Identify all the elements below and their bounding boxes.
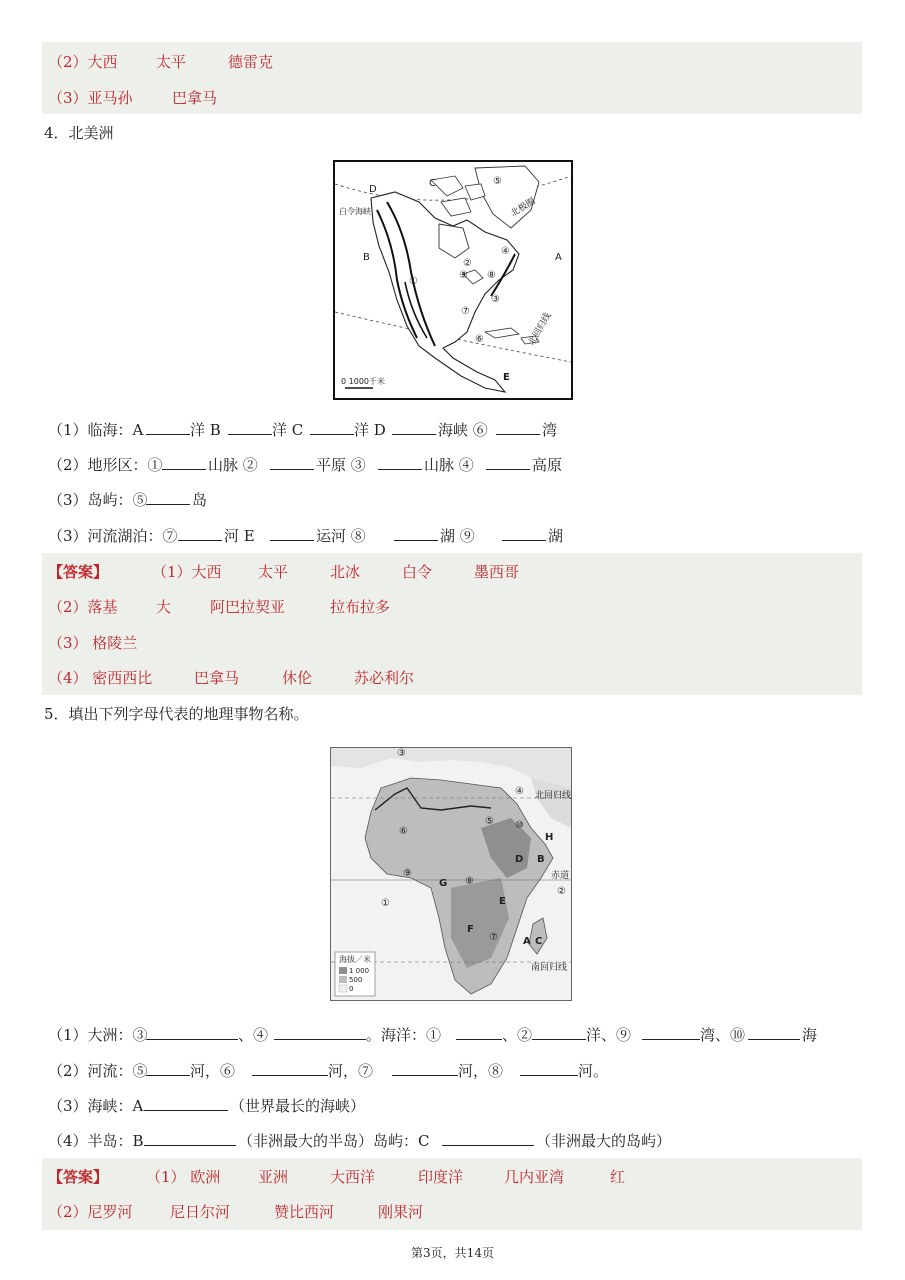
map-label-6: ⑥	[475, 334, 484, 345]
answer-blank[interactable]	[162, 455, 206, 470]
legend-item: 500	[349, 976, 363, 984]
map-tropic-south: 南回归线	[531, 963, 568, 973]
question-text: 运河 ⑧	[316, 527, 366, 545]
answer-text: 拉布拉多	[330, 598, 391, 616]
map-label-2: ②	[557, 886, 566, 897]
answer-text: （1） 欧洲	[146, 1168, 221, 1186]
map-label-1: ①	[409, 276, 418, 287]
answer-text: （3）亚马孙	[48, 89, 133, 107]
answer-blank[interactable]	[520, 1061, 578, 1076]
question-text: 湖	[548, 527, 564, 545]
answer-text: 大西洋	[330, 1168, 376, 1186]
map-label-b: B	[363, 252, 370, 263]
answer-blank[interactable]	[496, 420, 540, 435]
answer-text: 亚洲	[258, 1168, 289, 1186]
answer-text: 红	[610, 1168, 626, 1186]
answer-blank[interactable]	[270, 455, 314, 470]
question-text: 。海洋：①	[366, 1026, 442, 1044]
answer-text: 阿巴拉契亚	[210, 598, 286, 616]
answer-blank[interactable]	[642, 1025, 700, 1040]
map-label-4: ④	[515, 786, 524, 797]
answer-blank[interactable]	[274, 1025, 366, 1040]
map-label-c: C	[429, 178, 436, 189]
answer-text: （2）尼罗河	[48, 1203, 133, 1221]
question-text: 平原 ③	[316, 456, 366, 474]
map-label-8: ⑧	[487, 270, 496, 281]
map-label-5: ⑤	[485, 816, 494, 827]
question-text: 河，⑥	[190, 1062, 236, 1080]
answer-blank[interactable]	[144, 1131, 236, 1146]
question-text: 湖 ⑨	[440, 527, 475, 545]
map-label-g: G	[439, 878, 448, 889]
question-text: （非洲最大的半岛）岛屿：C	[238, 1132, 430, 1150]
question-title: 4．北美洲	[44, 124, 114, 142]
answer-text: （2）落基	[48, 598, 118, 616]
answer-text: （3） 格陵兰	[48, 634, 138, 652]
answer-blank[interactable]	[146, 490, 190, 505]
map-label-a: A	[523, 936, 531, 947]
question-text: 、④	[238, 1026, 269, 1044]
question-text: 洋 C	[272, 421, 304, 439]
map-label-h: H	[545, 832, 554, 843]
page-footer: 第3页，共14页	[411, 1246, 494, 1260]
map-label-c: C	[535, 936, 543, 947]
map-label-3: ③	[491, 294, 500, 305]
question-text: （3）岛屿：⑤	[48, 491, 148, 509]
map-label-d: D	[515, 854, 524, 865]
question-text: 山脉 ④	[424, 456, 474, 474]
answer-blank[interactable]	[748, 1025, 800, 1040]
question-text: 海峡 ⑥	[438, 421, 488, 439]
map-label-7: ⑦	[489, 932, 498, 943]
question-text: 洋 B	[190, 421, 221, 439]
map-label-3: ③	[397, 748, 406, 759]
map-label-9: ⑨	[459, 270, 468, 281]
question-text: 湾、⑩	[700, 1026, 746, 1044]
legend-item: 1 000	[349, 967, 370, 975]
question-text: （4）半岛：B	[48, 1132, 144, 1150]
answer-text: 墨西哥	[474, 563, 520, 581]
question-text: 河，⑦	[328, 1062, 374, 1080]
map-label-8: ⑧	[465, 876, 474, 887]
answer-blank[interactable]	[532, 1025, 586, 1040]
map-label-e: E	[503, 372, 510, 383]
map-label-1: ①	[381, 898, 390, 909]
answer-text: 刚果河	[378, 1203, 424, 1221]
question-text: 高原	[532, 456, 563, 474]
answer-text: 太平	[258, 563, 289, 581]
answer-text: 巴拿马	[194, 669, 240, 687]
map-label-b: B	[537, 854, 545, 865]
answer-text: 几内亚湾	[504, 1168, 565, 1186]
map-label-10: ⑩	[515, 820, 524, 831]
question-text: 岛	[192, 491, 208, 509]
answer-text: 休伦	[282, 669, 313, 687]
answer-blank[interactable]	[442, 1131, 534, 1146]
map-label-7: ⑦	[461, 306, 470, 317]
question-text: 河 E	[224, 527, 255, 545]
answer-blank[interactable]	[394, 526, 438, 541]
question-text: 河，⑧	[458, 1062, 504, 1080]
question-text: 洋、⑨	[586, 1026, 632, 1044]
legend-title: 海拔／米	[339, 955, 371, 964]
answer-text: （4） 密西西比	[48, 669, 153, 687]
answer-text: 大	[156, 598, 172, 616]
map-strait-name: 白令海峡	[339, 207, 371, 216]
answer-blank[interactable]	[310, 420, 354, 435]
map-equator: 赤道	[551, 871, 570, 881]
answer-text: 德雷克	[228, 53, 274, 71]
question-text: 山脉 ②	[208, 456, 258, 474]
answer-blank[interactable]	[502, 526, 546, 541]
map-tropic-line: 北回归线	[526, 311, 554, 348]
question-text: （1）大洲：③	[48, 1026, 148, 1044]
answer-tag: 【答案】	[48, 563, 109, 581]
question-text: （世界最长的海峡）	[230, 1097, 366, 1115]
answer-blank[interactable]	[486, 455, 530, 470]
north-america-map	[333, 160, 573, 400]
answer-text: 北冰	[330, 563, 361, 581]
question-title: 5．填出下列字母代表的地理事物名称。	[44, 705, 309, 723]
map-scale: 0 1000千米	[341, 377, 385, 386]
answer-text: 赞比西河	[274, 1203, 335, 1221]
answer-text: 印度洋	[418, 1168, 464, 1186]
africa-map	[330, 747, 572, 1001]
answer-blank[interactable]	[146, 1061, 190, 1076]
legend-item: 0	[349, 985, 354, 993]
answer-blank[interactable]	[378, 455, 422, 470]
answer-blank[interactable]	[146, 420, 190, 435]
map-arctic-circle: 北极圈	[509, 196, 538, 220]
question-text: （1）临海：A	[48, 421, 144, 439]
question-text: （3）河流湖泊：⑦	[48, 527, 178, 545]
answer-tag: 【答案】	[48, 1168, 109, 1186]
map-tropic-north: 北回归线	[535, 791, 572, 801]
question-text: （2）地形区：①	[48, 456, 163, 474]
question-text: （非洲最大的岛屿）	[536, 1132, 672, 1150]
question-text: 、②	[502, 1026, 533, 1044]
answer-blank[interactable]	[228, 420, 272, 435]
map-label-6: ⑥	[399, 826, 408, 837]
answer-text: （2）大西	[48, 53, 118, 71]
map-label-a: A	[555, 252, 562, 263]
answer-text: 太平	[156, 53, 187, 71]
answer-text: 巴拿马	[172, 89, 218, 107]
map-label-9: ⑨	[403, 868, 412, 879]
question-text: （2）河流：⑤	[48, 1062, 148, 1080]
map-label-2: ②	[463, 258, 472, 269]
answer-blank[interactable]	[392, 420, 436, 435]
answer-blank[interactable]	[146, 1025, 238, 1040]
answer-text: 尼日尔河	[170, 1203, 231, 1221]
map-label-4: ④	[501, 246, 510, 257]
answer-blank[interactable]	[270, 526, 314, 541]
map-label-e: E	[499, 896, 506, 907]
answer-blank[interactable]	[392, 1061, 458, 1076]
question-text: 河。	[578, 1062, 609, 1080]
question-text: （3）海峡：A	[48, 1097, 144, 1115]
answer-blank[interactable]	[252, 1061, 328, 1076]
question-text: 海	[802, 1026, 818, 1044]
answer-text: 苏必利尔	[354, 669, 415, 687]
map-label-d: D	[369, 184, 377, 195]
question-text: 湾	[542, 421, 558, 439]
answer-text: （1）大西	[152, 563, 222, 581]
question-text: 洋 D	[354, 421, 386, 439]
answer-blank[interactable]	[456, 1025, 502, 1040]
north-america-map-graphic	[335, 162, 571, 398]
answer-blank[interactable]	[144, 1096, 228, 1111]
answer-blank[interactable]	[178, 526, 222, 541]
answer-text: 白令	[402, 563, 433, 581]
map-label-f: F	[467, 924, 474, 935]
map-label-5: ⑤	[493, 176, 502, 187]
